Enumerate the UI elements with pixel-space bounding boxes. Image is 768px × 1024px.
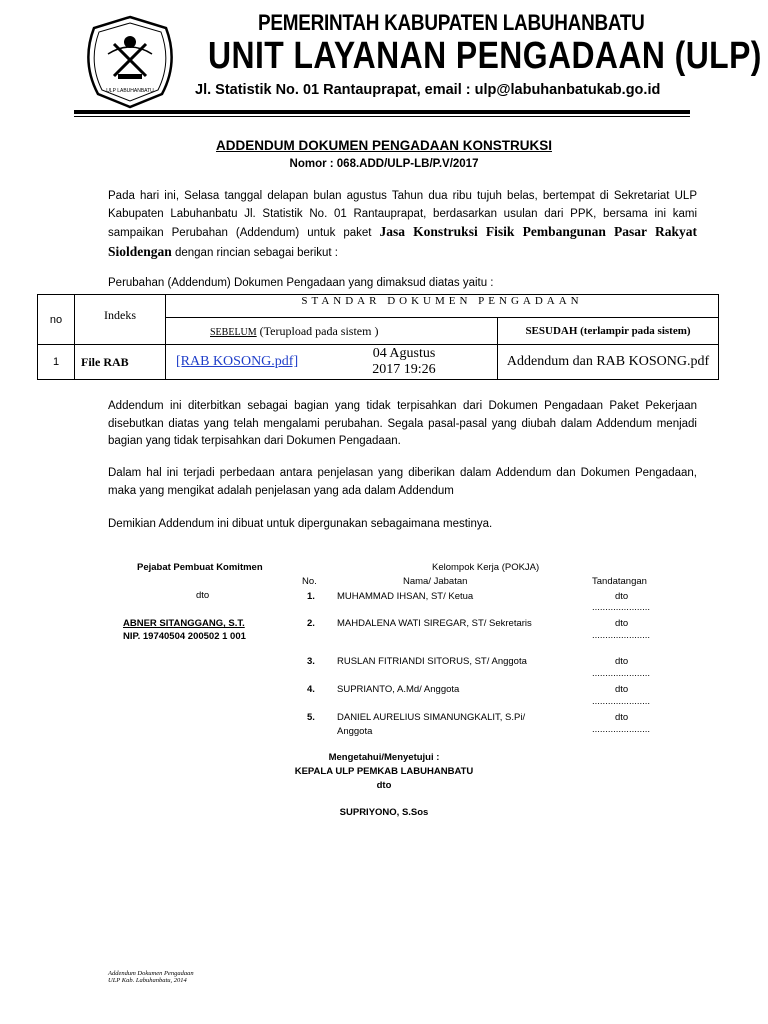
member-5-sign: dto — [615, 712, 629, 723]
member-3-name: RUSLAN FITRIANDI SITORUS, ST/ Anggota — [337, 656, 527, 667]
paragraph-3: Dalam hal ini terjadi perbedaan antara penjelasan yang diberikan dalam Addendum dan Dokumen Pengadaan, maka yang mengikat adalah penjelasan yang ada dalam Addendum — [108, 467, 697, 497]
member-3-dots: ...................... — [592, 668, 651, 679]
ppk-title: Pejabat Pembuat Komitmen — [137, 562, 263, 573]
table-row — [38, 345, 719, 380]
head-dto: dto — [376, 780, 392, 791]
ppk-name: ABNER SITANGGANG, S.T. — [123, 618, 245, 629]
member-4-name: SUPRIANTO, A.Md/ Anggota — [337, 684, 460, 695]
member-2-sign: dto — [615, 618, 629, 629]
row-no: 1 — [38, 345, 75, 380]
pokja-col-sign: Tandatangan — [592, 576, 647, 587]
member-4-no: 4. — [307, 684, 315, 695]
ulp-logo — [78, 14, 182, 110]
member-3-sign: dto — [615, 656, 629, 667]
table-header-index: Indeks — [75, 295, 166, 345]
approval-label: Mengetahui/Menyetujui : — [328, 752, 440, 763]
head-title: KEPALA ULP PEMKAB LABUHANBATU — [294, 766, 474, 777]
header-rule-thin — [74, 116, 690, 117]
ppk-dto: dto — [196, 590, 210, 601]
before-date — [356, 346, 452, 378]
member-5-name-line2: Anggota — [337, 726, 373, 737]
pokja-col-name: Nama/ Jabatan — [403, 576, 468, 587]
member-1-dots: ...................... — [592, 602, 651, 613]
page-footer — [108, 970, 194, 984]
document-title: ADDENDUM DOKUMEN PENGADAAN KONSTRUKSI — [215, 138, 552, 153]
paragraph-4: Demikian Addendum ini dibuat untuk dipergunakan sebagaimana mestinya. — [108, 518, 493, 530]
before-label: SEBELUM — [210, 326, 257, 338]
row-before — [166, 345, 498, 380]
addendum-table — [37, 294, 719, 380]
member-5-dots: ...................... — [592, 724, 651, 735]
member-1-name: MUHAMMAD IHSAN, ST/ Ketua — [337, 591, 474, 602]
before-note: (Terupload pada sistem ) — [259, 323, 379, 338]
header-rule-thick — [74, 110, 690, 114]
member-3-no: 3. — [307, 656, 315, 667]
changes-intro: Perubahan (Addendum) Dokumen Pengadaan yang dimaksud diatas yaitu : — [108, 277, 494, 289]
member-2-name: MAHDALENA WATI SIREGAR, ST/ Sekretaris — [337, 618, 532, 629]
footer-line-1: Addendum Dokumen Pengadaan — [108, 970, 194, 977]
paragraph-2: Addendum ini diterbitkan sebagai bagian yang tidak terpisahkan dari Dokumen Pengadaan Paket Pekerjaan disebutkan diatas yang telah mengalami perubahan. Segala pasal-pasal yang diubah dalam Addendum menjadi bagian yang tidak terpisahkan dari Dokumen Pengadaan. — [108, 400, 697, 447]
package-name: Jasa Konstruksi Fisik Pembangunan Pasar Rakyat Sioldengan — [108, 224, 697, 259]
member-4-sign: dto — [615, 684, 629, 695]
government-name: PEMERINTAH KABUPATEN LABUHANBATU — [258, 10, 645, 35]
pokja-title: Kelompok Kerja (POKJA) — [432, 562, 540, 573]
member-5-name: DANIEL AURELIUS SIMANUNGKALIT, S.Pi/ — [337, 712, 526, 723]
intro-text-1: Pada hari ini, Selasa tanggal delapan bulan agustus Tahun dua ribu tujuh belas, bertempat di Sekretariat ULP Kabupaten Labuhanbatu Jl. Statistik No. 01 Rantauprapat, berdasarkan usulan dari PPK, bersama ini kami sampaikan Perubahan (Addendum) untuk paket — [108, 190, 697, 239]
before-time-line: 2017 19:26 — [372, 362, 436, 377]
member-1-no: 1. — [307, 591, 315, 602]
row-index: File RAB — [75, 345, 166, 380]
table-header-before — [166, 318, 498, 345]
document-number: Nomor : 068.ADD/ULP-LB/P.V/2017 — [289, 158, 479, 170]
table-header-after: SESUDAH (terlampir pada sistem) — [498, 318, 719, 345]
before-date-line: 04 Agustus — [372, 346, 436, 361]
footer-line-2: ULP Kab. Labuhanbatu, 2014 — [108, 977, 187, 984]
member-2-no: 2. — [307, 618, 315, 629]
intro-paragraph — [108, 188, 697, 262]
ppk-nip: NIP. 19740504 200502 1 001 — [123, 631, 246, 642]
head-name: SUPRIYONO, S.Sos — [339, 807, 429, 818]
address-line: Jl. Statistik No. 01 Rantauprapat, email : ulp@labuhanbatukab.go.id — [195, 82, 661, 98]
member-1-sign: dto — [615, 591, 629, 602]
table-header-no: no — [38, 295, 75, 345]
member-4-dots: ...................... — [592, 696, 651, 707]
unit-name: UNIT LAYANAN PENGADAAN (ULP) — [208, 35, 762, 77]
table-header-group: STANDAR DOKUMEN PENGADAAN — [166, 295, 719, 318]
logo-text: ULP LABUHANBATU — [106, 88, 154, 94]
member-2-dots: ...................... — [592, 630, 651, 641]
row-after: Addendum dan RAB KOSONG.pdf — [498, 345, 719, 380]
intro-text-2: dengan rincian sebagai berikut : — [171, 246, 339, 259]
rab-file-link[interactable]: [RAB KOSONG.pdf] — [176, 354, 299, 369]
pokja-col-no: No. — [302, 576, 317, 587]
member-5-no: 5. — [307, 712, 315, 723]
